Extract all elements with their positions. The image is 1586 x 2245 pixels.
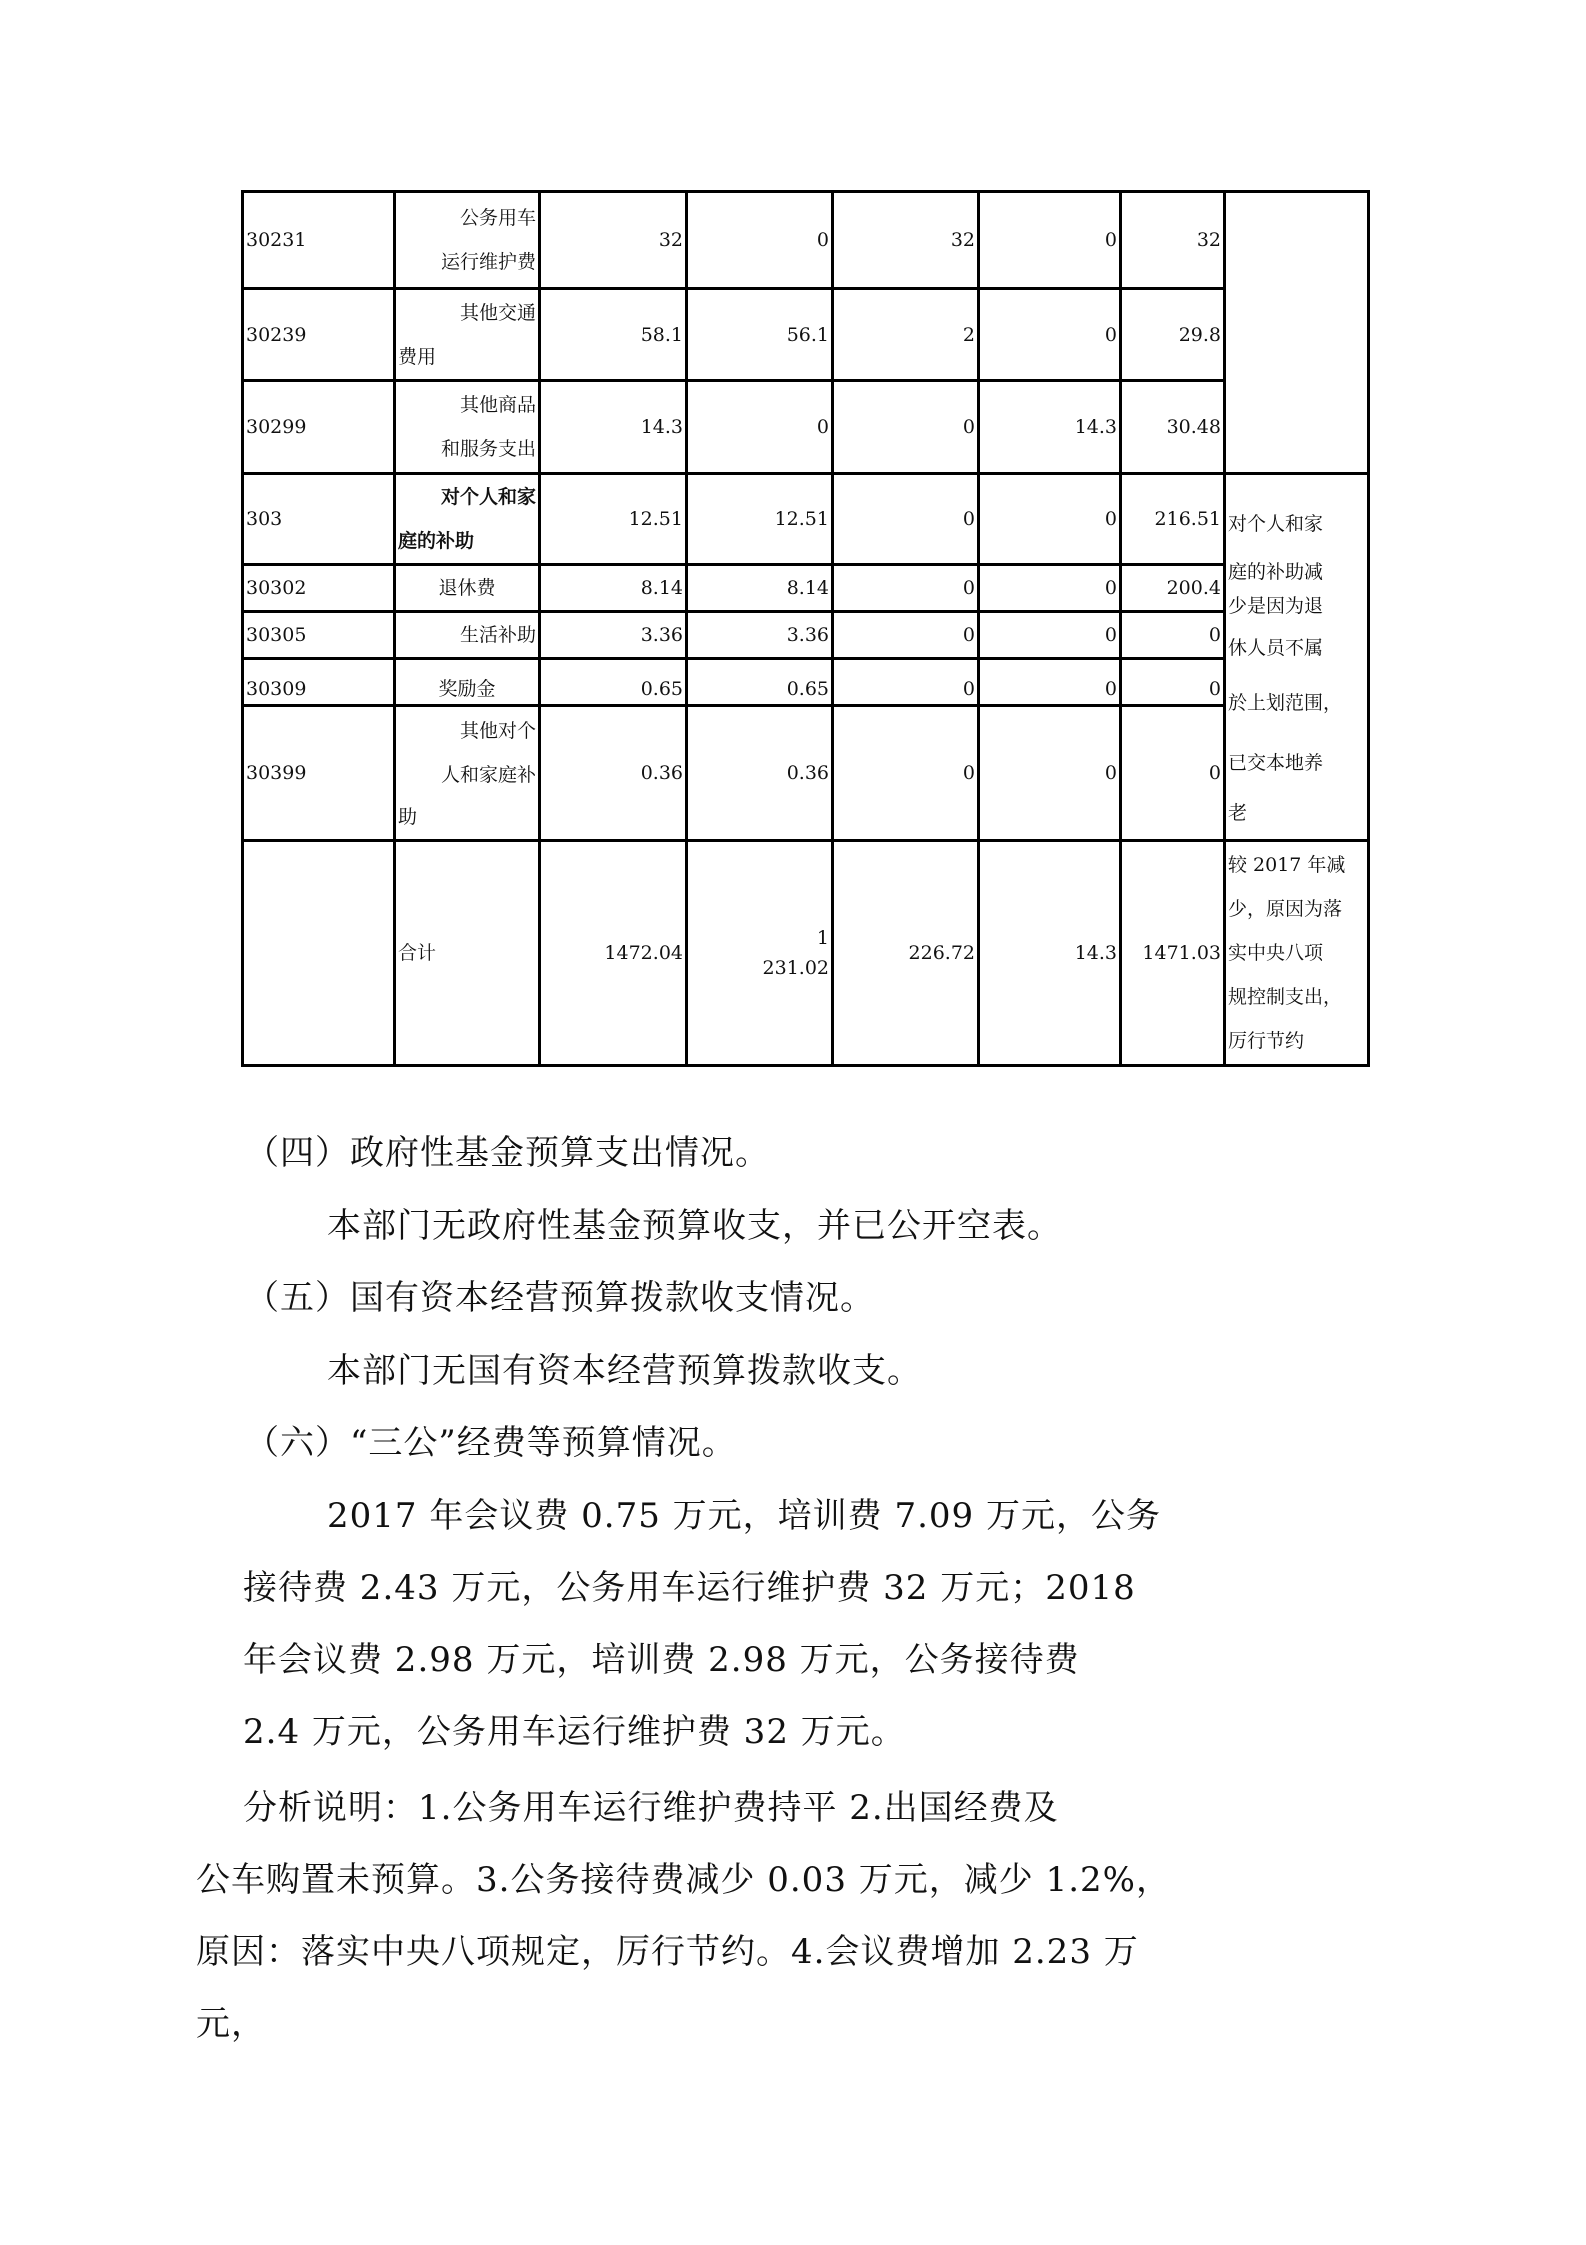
row-code: 30399 <box>243 706 395 841</box>
cell-value: 32 <box>540 192 687 289</box>
cell-value: 0.36 <box>540 706 687 841</box>
section-heading-6: （六）“三公”经费等预算情况。 <box>245 1423 737 1463</box>
paragraph: 本部门无国有资本经营预算拨款收支。 <box>327 1351 922 1391</box>
note-cell-total: 较 2017 年减 少，原因为落 实中央八项 规控制支出， 厉行节约 <box>1225 841 1369 1066</box>
table-row-total <box>243 841 1369 1066</box>
cell-value: 0 <box>833 474 979 565</box>
table-row <box>243 565 1369 612</box>
cell-value: 0 <box>833 381 979 474</box>
paragraph-line: 2.4 万元，公务用车运行维护费 32 万元。 <box>243 1712 906 1752</box>
table-row <box>243 659 1369 706</box>
row-name: 退休费 <box>395 565 540 612</box>
row-name: 生活补助 <box>395 612 540 659</box>
cell-value: 32 <box>1121 192 1225 289</box>
cell-value: 0.65 <box>540 659 687 706</box>
cell-value: 12.51 <box>687 474 833 565</box>
cell-value: 14.3 <box>979 381 1121 474</box>
cell-value: 14.3 <box>540 381 687 474</box>
cell-value: 0 <box>833 565 979 612</box>
cell-value: 29.8 <box>1121 289 1225 381</box>
table-row <box>243 706 1369 841</box>
budget-table <box>241 190 1370 1067</box>
row-name: 公务用车 运行维护费 <box>395 192 540 289</box>
total-value: 226.72 <box>833 841 979 1066</box>
table-row <box>243 381 1369 474</box>
cell-value: 0.65 <box>687 659 833 706</box>
cell-value: 0 <box>687 381 833 474</box>
cell-value: 0.36 <box>687 706 833 841</box>
total-value: 1 231.02 <box>687 841 833 1066</box>
cell-value: 32 <box>833 192 979 289</box>
cell-value: 12.51 <box>540 474 687 565</box>
paragraph: 本部门无政府性基金预算收支，并已公开空表。 <box>327 1206 1062 1246</box>
cell-value: 56.1 <box>687 289 833 381</box>
cell-value: 8.14 <box>540 565 687 612</box>
total-value: 1472.04 <box>540 841 687 1066</box>
paragraph-line: 分析说明：1.公务用车运行维护费持平 2.出国经费及 <box>243 1788 1059 1828</box>
row-code: 30309 <box>243 659 395 706</box>
table-row <box>243 474 1369 565</box>
cell-value: 8.14 <box>687 565 833 612</box>
cell-value: 0 <box>979 192 1121 289</box>
total-value: 1471.03 <box>1121 841 1225 1066</box>
row-name: 其他交通 费用 <box>395 289 540 381</box>
cell-value: 0 <box>833 612 979 659</box>
paragraph-line: 接待费 2.43 万元，公务用车运行维护费 32 万元；2018 <box>243 1568 1136 1608</box>
section-heading-4: （四）政府性基金预算支出情况。 <box>245 1133 770 1173</box>
cell-value: 30.48 <box>1121 381 1225 474</box>
cell-value: 0 <box>687 192 833 289</box>
row-name: 其他商品 和服务支出 <box>395 381 540 474</box>
section-heading-5: （五）国有资本经营预算拨款收支情况。 <box>245 1278 875 1318</box>
total-value: 14.3 <box>979 841 1121 1066</box>
cell-value: 0 <box>1121 706 1225 841</box>
note-cell-empty <box>1225 192 1369 474</box>
note-cell-303: 对个人和家 庭的补助减 少是因为退 休人员不属 於上划范围， 已交本地养 老 <box>1225 474 1369 841</box>
paragraph-line: 2017 年会议费 0.75 万元，培训费 7.09 万元，公务 <box>327 1496 1161 1536</box>
cell-value: 0 <box>1121 659 1225 706</box>
cell-value: 0 <box>979 706 1121 841</box>
paragraph-line: 年会议费 2.98 万元，培训费 2.98 万元，公务接待费 <box>243 1640 1080 1680</box>
table-row <box>243 612 1369 659</box>
row-code: 30231 <box>243 192 395 289</box>
cell-value: 0 <box>979 565 1121 612</box>
cell-value: 0 <box>979 474 1121 565</box>
row-name: 对个人和家 庭的补助 <box>395 474 540 565</box>
row-code-empty <box>243 841 395 1066</box>
cell-value: 200.4 <box>1121 565 1225 612</box>
paragraph-line: 公车购置未预算。3.公务接待费减少 0.03 万元，减少 1.2%， <box>196 1860 1171 1900</box>
cell-value: 216.51 <box>1121 474 1225 565</box>
row-code: 303 <box>243 474 395 565</box>
total-label: 合计 <box>395 841 540 1066</box>
cell-value: 0 <box>1121 612 1225 659</box>
paragraph-line: 原因：落实中央八项规定，厉行节约。4.会议费增加 2.23 万 <box>196 1932 1139 1972</box>
row-code: 30239 <box>243 289 395 381</box>
row-code: 30302 <box>243 565 395 612</box>
cell-value: 2 <box>833 289 979 381</box>
cell-value: 3.36 <box>540 612 687 659</box>
table-row <box>243 192 1369 289</box>
cell-value: 0 <box>833 659 979 706</box>
cell-value: 0 <box>979 289 1121 381</box>
cell-value: 0 <box>979 659 1121 706</box>
row-code: 30305 <box>243 612 395 659</box>
cell-value: 3.36 <box>687 612 833 659</box>
row-name: 奖励金 <box>395 659 540 706</box>
table-row <box>243 289 1369 381</box>
cell-value: 58.1 <box>540 289 687 381</box>
row-code: 30299 <box>243 381 395 474</box>
row-name: 其他对个 人和家庭补 助 <box>395 706 540 841</box>
cell-value: 0 <box>979 612 1121 659</box>
paragraph-line: 元， <box>196 2004 266 2044</box>
cell-value: 0 <box>833 706 979 841</box>
